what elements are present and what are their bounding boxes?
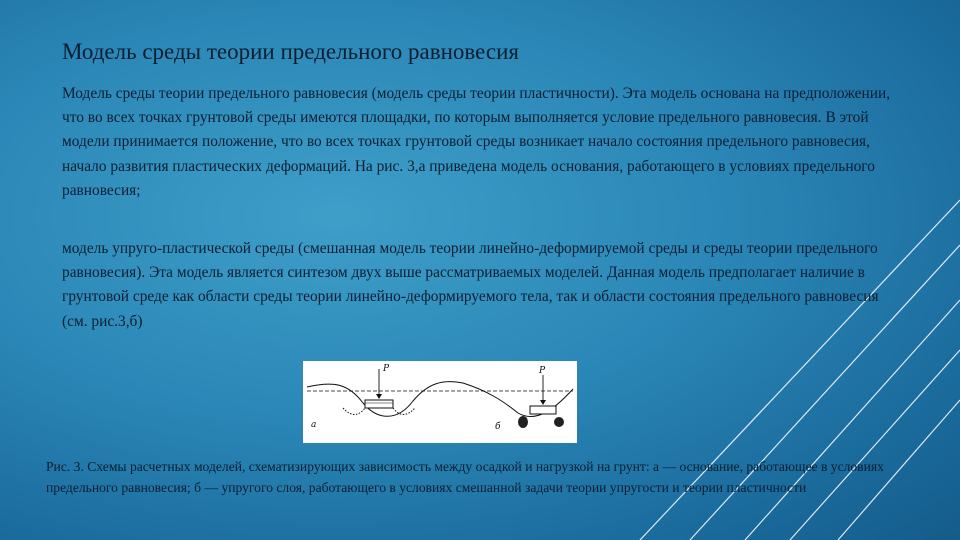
foundation-block-b bbox=[530, 406, 556, 414]
load-label-a: P bbox=[383, 364, 390, 374]
figure-caption: Рис. 3. Схемы расчетных моделей, схематизирующих зависимость между осадкой и нагрузкой на грунт: а — основание, работающее в условиях предельного равновесия; б — упругого слоя, работающего в условиях смешанной задачи теории упругости и теории пластичности bbox=[46, 459, 884, 495]
plastic-zone-left-b bbox=[518, 416, 528, 428]
panel-label-a: а bbox=[311, 420, 317, 430]
paragraph-elastic-plastic-model: модель упруго-пластической среды (смешанная модель теории линейно-деформируемой среды и среды теории предельного равновесия). Эта модель является синтезом двух выше рассматриваемых моделей. Данная модель предполагает наличие в грунтовой среде как области среды теории линейно-деформируемого тела, так и области состояния предельного равновесия (см. рис.3,б) bbox=[62, 240, 879, 330]
figure-diagram bbox=[303, 361, 577, 443]
panel-label-b: б bbox=[495, 422, 501, 432]
plastic-zone-right-b bbox=[554, 417, 564, 427]
plastic-zone-right-a bbox=[393, 408, 415, 415]
panel-a bbox=[311, 364, 415, 430]
foundation-block-a bbox=[365, 400, 393, 408]
plastic-zone-left-a bbox=[343, 408, 365, 415]
figure-foundation-models bbox=[303, 361, 577, 443]
panel-b bbox=[495, 366, 564, 432]
slide-title: Модель среды теории предельного равновесия bbox=[62, 39, 519, 64]
load-label-b: P bbox=[539, 366, 546, 376]
paragraph-limit-equilibrium-model: Модель среды теории предельного равновесия (модель среды теории пластичности). Эта модель основана на предположении, что во всех точках грунтовой среды имеются площадки, по которым выполняется условие предельного равновесия. В этой модели принимается положение, что во всех точках грунтовой среды возникает начало состояния предельного равновесия, начало развития пластических деформаций. На рис. 3,а приведена модель основания, работающего в условиях предельного равновесия; bbox=[62, 85, 891, 199]
